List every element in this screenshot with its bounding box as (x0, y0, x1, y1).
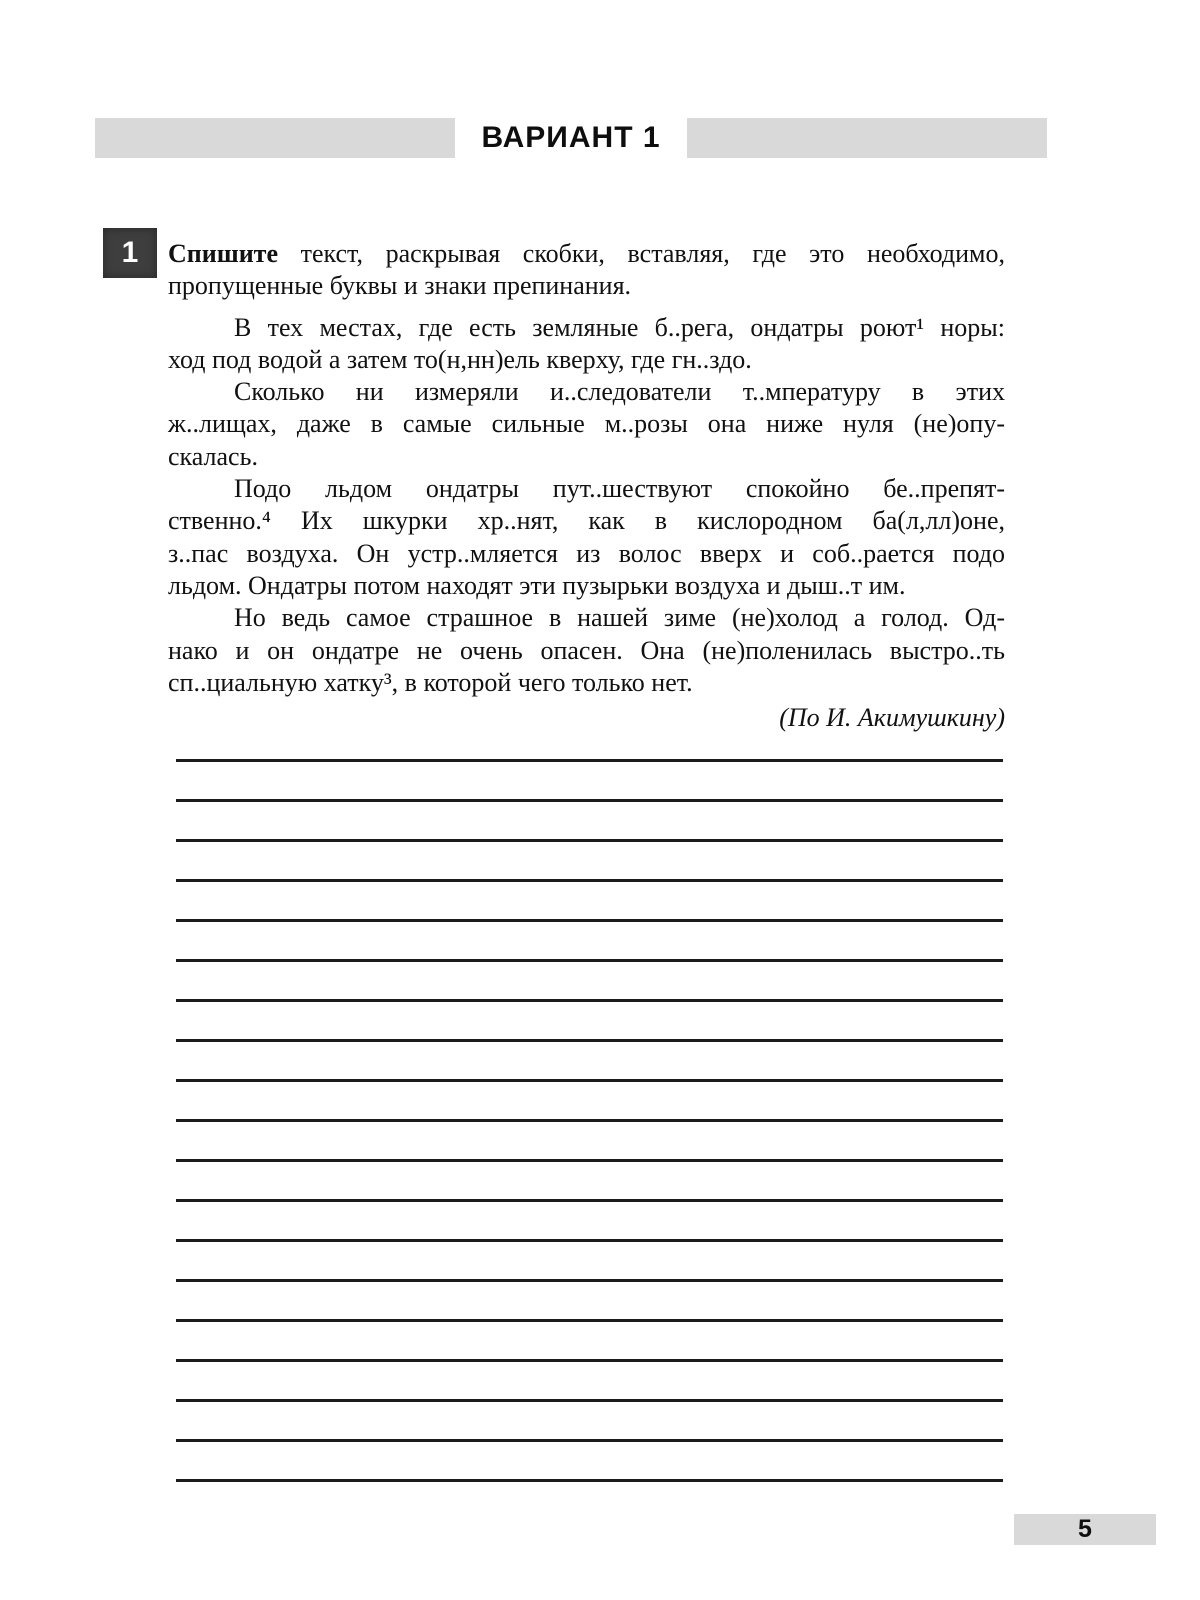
answer-line (176, 762, 1003, 802)
answer-line (176, 1282, 1003, 1322)
passage-line: льдом. Ондатры потом находят эти пузырьки воздуха и дыш..т им. (168, 570, 906, 600)
answer-line (176, 1122, 1003, 1162)
instruction-line-2: пропущенные буквы и знаки препинания. (168, 271, 632, 301)
variant-title: ВАРИАНТ 1 (481, 121, 661, 154)
passage (168, 312, 1005, 700)
passage-line: Но ведь самое страшное в нашей зиме (не)холод а голод. Од- (234, 603, 1005, 633)
variant-header (95, 118, 1047, 158)
task-text-block (168, 238, 1005, 734)
answer-line (176, 1362, 1003, 1402)
passage-line: Сколько ни измеряли и..следователи т..мпературу в этих (234, 377, 1005, 407)
answer-line (176, 842, 1003, 882)
header-bar-right (687, 118, 1047, 158)
passage-line: В тех местах, где есть земляные б..рега, ондатры роют¹ норы: (234, 312, 1005, 342)
answer-line (176, 1442, 1003, 1482)
task-number-badge: 1 (103, 228, 157, 278)
passage-line: ход под водой а затем то(н,нн)ель кверху, где гн..здо. (168, 344, 752, 374)
answer-line (176, 1162, 1003, 1202)
instruction-bold-word: Спишите (168, 239, 278, 268)
passage-line: нако и он ондатре не очень опасен. Она (не)поленилась выстро..ть (168, 635, 1005, 665)
page-number-badge (1014, 1514, 1156, 1545)
answer-line (176, 962, 1003, 1002)
passage-line: Подо льдом ондатры пут..шествуют спокойно бе..препят- (234, 474, 1005, 504)
answer-line (176, 1322, 1003, 1362)
answer-line (176, 802, 1003, 842)
answer-line (176, 1202, 1003, 1242)
answer-line (176, 922, 1003, 962)
answer-line (176, 882, 1003, 922)
instruction-line-1-rest: текст, раскрывая скобки, вставляя, где это необходимо, (277, 239, 1005, 268)
header-bar-left (95, 118, 455, 158)
answer-line (176, 1042, 1003, 1082)
answer-lines (176, 722, 1003, 1482)
answer-line (176, 722, 1003, 762)
answer-line (176, 1242, 1003, 1282)
passage-line: з..пас воздуха. Он устр..мляется из волос вверх и соб..рается подо (168, 538, 1005, 568)
passage-line: ственно.⁴ Их шкурки хр..нят, как в кислородном ба(л,лл)оне, (168, 506, 1005, 536)
page-number: 5 (1078, 1515, 1092, 1543)
passage-line: ж..лищах, даже в самые сильные м..розы она ниже нуля (не)опу- (168, 409, 1005, 439)
answer-line (176, 1402, 1003, 1442)
instruction-line-1 (168, 238, 1005, 270)
answer-line (176, 1082, 1003, 1122)
attribution: (По И. Акимушкину) (779, 703, 1005, 733)
passage-line: сп..циальную хатку³, в которой чего только нет. (168, 667, 693, 697)
passage-line: скалась. (168, 441, 258, 471)
answer-line (176, 1002, 1003, 1042)
